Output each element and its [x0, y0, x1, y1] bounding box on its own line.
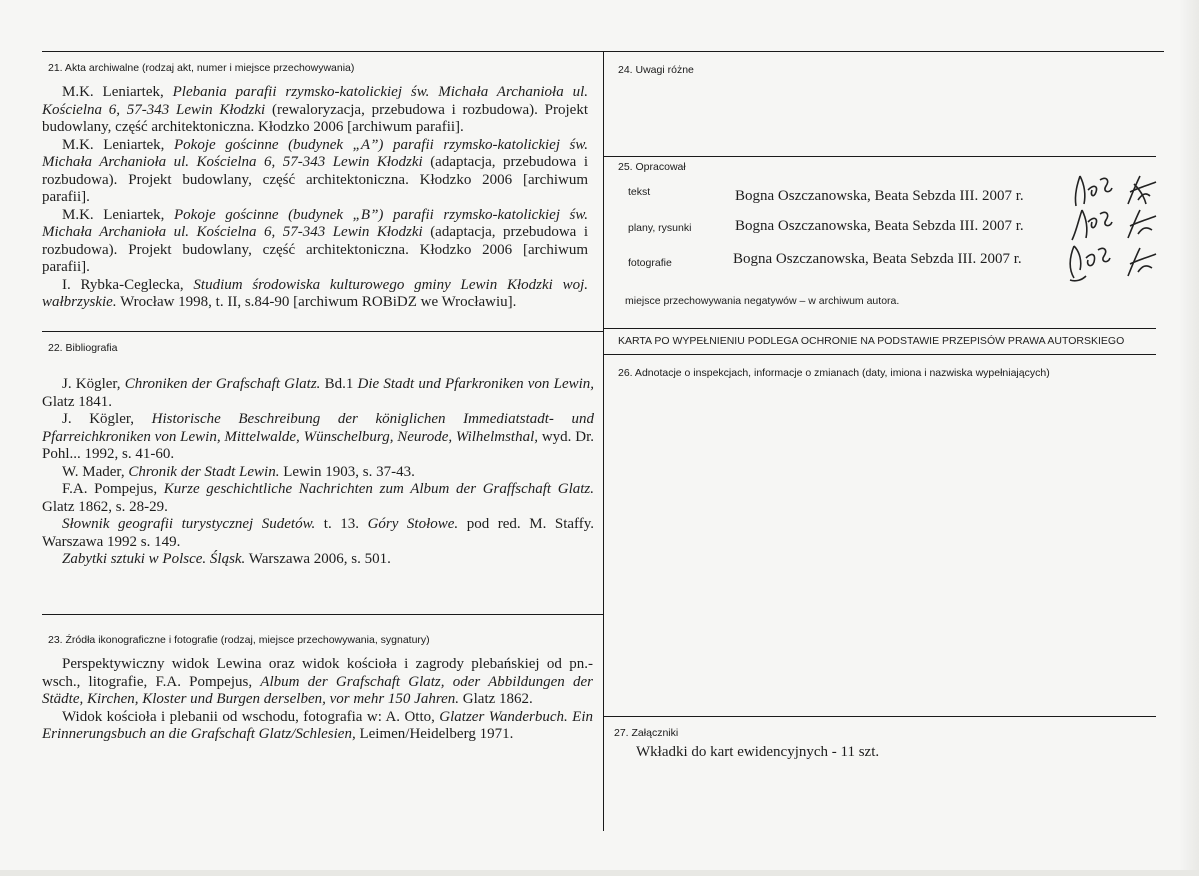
- rule-21-22: [42, 331, 603, 332]
- archive-entry: I. Rybka-Ceglecka, Studium środowiska kulturowego gminy Lewin Kłodzki woj. wałbrzyskie. Wrocław 1998, t. II, s.84-90 [archiwum ROBiDZ we Wrocławiu].: [42, 276, 588, 310]
- iconography-entry: Perspektywiczny widok Lewina oraz widok kościoła i zagrody plebańskiej od pn.-wsch., litografie, F.A. Pompejus, Album der Grafschaft Glatz, oder Abbildungen der Städte, Kirchen, Kloster und Burgen derselben, vor mehr 150 Jahren. Glatz 1862.: [42, 656, 593, 707]
- bibliography-entry: J. Kögler, Chroniken der Grafschaft Glatz. Bd.1 Die Stadt und Pfarkroniken von Lewin, Glatz 1841.: [42, 376, 595, 410]
- bibliography-entry: F.A. Pompejus, Kurze geschichtliche Nachrichten zum Album der Graffschaft Glatz. Glatz 1862, s. 28-29.: [42, 481, 594, 515]
- rule-22-23: [42, 614, 603, 615]
- rule-26-27: [603, 716, 1156, 717]
- copyright-notice: KARTA PO WYPEŁNIENIU PODLEGA OCHRONIE NA PODSTAWIE PRZEPISÓW PRAWA AUTORSKIEGO: [618, 335, 1125, 347]
- iconography-entry: Widok kościoła i plebanii od wschodu, fotografia w: A. Otto, Glatzer Wanderbuch. Ein Erinnerungsbuch an die Grafschaft Glatz/Schlesien, Leimen/Heidelberg 1971.: [42, 708, 593, 742]
- prepared-row-value-text: Bogna Oszczanowska, Beata Sebzda III. 2007 r.: [735, 188, 1024, 204]
- prepared-row-value-photos: Bogna Oszczanowska, Beata Sebzda III. 2007 r.: [733, 251, 1022, 267]
- prepared-row-label-plans: plany, rysunki: [628, 222, 692, 234]
- attachments-value: Wkładki do kart ewidencyjnych - 11 szt.: [636, 744, 880, 760]
- section-22-label: 22. Bibliografia: [48, 342, 118, 354]
- section-22-body: [42, 376, 594, 569]
- signature-photos-row: [1062, 238, 1166, 284]
- rule-copyright-26: [603, 354, 1156, 355]
- section-25-label: 25. Opracował: [618, 161, 686, 173]
- section-23-body: [42, 656, 593, 744]
- paper-edge-right: [1179, 0, 1199, 876]
- section-21-label: 21. Akta archiwalne (rodzaj akt, numer i miejsce przechowywania): [48, 62, 355, 74]
- section-21-body: [42, 84, 588, 312]
- column-divider: [603, 51, 604, 831]
- section-23-label: 23. Źródła ikonograficzne i fotografie (rodzaj, miejsce przechowywania, sygnatury): [48, 634, 430, 646]
- rule-24-25: [603, 156, 1156, 157]
- archive-entry: M.K. Leniartek, Pokoje gościnne (budynek „A”) parafii rzymsko-katolickiej św. Michała Archanioła ul. Kościelna 6, 57-343 Lewin Kłodzki (adaptacja, przebudowa i rozbudowa). Projekt budowlany, część architektoniczna. Kłodzko 2006 [archiwum parafii].: [42, 136, 589, 205]
- prepared-row-label-photos: fotografie: [628, 257, 672, 269]
- bibliography-entry: J. Kögler, Historische Beschreibung der königlichen Immediatstadt- und Pfarreichkroniken von Lewin, Mittelwalde, Wünschelburg, Neurode, Wilhelmsthal, wyd. Dr. Pohl... 1992, s. 41-60.: [42, 411, 595, 462]
- bibliography-entry: Zabytki sztuki w Polsce. Śląsk. Warszawa 2006, s. 501.: [62, 551, 391, 567]
- section-24-label: 24. Uwagi różne: [618, 64, 694, 76]
- bibliography-entry: Słownik geografii turystycznej Sudetów. t. 13. Góry Stołowe. pod red. M. Staffy. Warszawa 1992 s. 149.: [42, 516, 595, 550]
- section-27-label: 27. Załączniki: [614, 727, 679, 739]
- archive-entry: M.K. Leniartek, Plebania parafii rzymsko-katolickiej św. Michała Archanioła ul. Kościelna 6, 57-343 Lewin Kłodzki (rewaloryzacja, przebudowa i rozbudowa). Projekt budowlany, część architektoniczna. Kłodzko 2006 [archiwum parafii].: [42, 84, 589, 135]
- section-26-label: 26. Adnotacje o inspekcjach, informacje o zmianach (daty, imiona i nazwiska wypełniających): [618, 367, 1050, 379]
- prepared-row-value-plans: Bogna Oszczanowska, Beata Sebzda III. 2007 r.: [735, 218, 1024, 234]
- negatives-storage-note: miejsce przechowywania negatywów – w archiwum autora.: [625, 295, 900, 307]
- paper-edge-bottom: [0, 870, 1199, 876]
- archive-entry: M.K. Leniartek, Pokoje gościnne (budynek „B”) parafii rzymsko-katolickiej św. Michała Archanioła ul. Kościelna 6, 57-343 Lewin Kłodzki (adaptacja, przebudowa i rozbudowa). Projekt budowlany, część architektoniczna. Kłodzko 2006 [archiwum parafii].: [42, 206, 589, 275]
- bibliography-entry: W. Mader, Chronik der Stadt Lewin. Lewin 1903, s. 37-43.: [62, 463, 415, 480]
- prepared-row-label-text: tekst: [628, 186, 651, 198]
- rule-25-copyright: [603, 328, 1156, 329]
